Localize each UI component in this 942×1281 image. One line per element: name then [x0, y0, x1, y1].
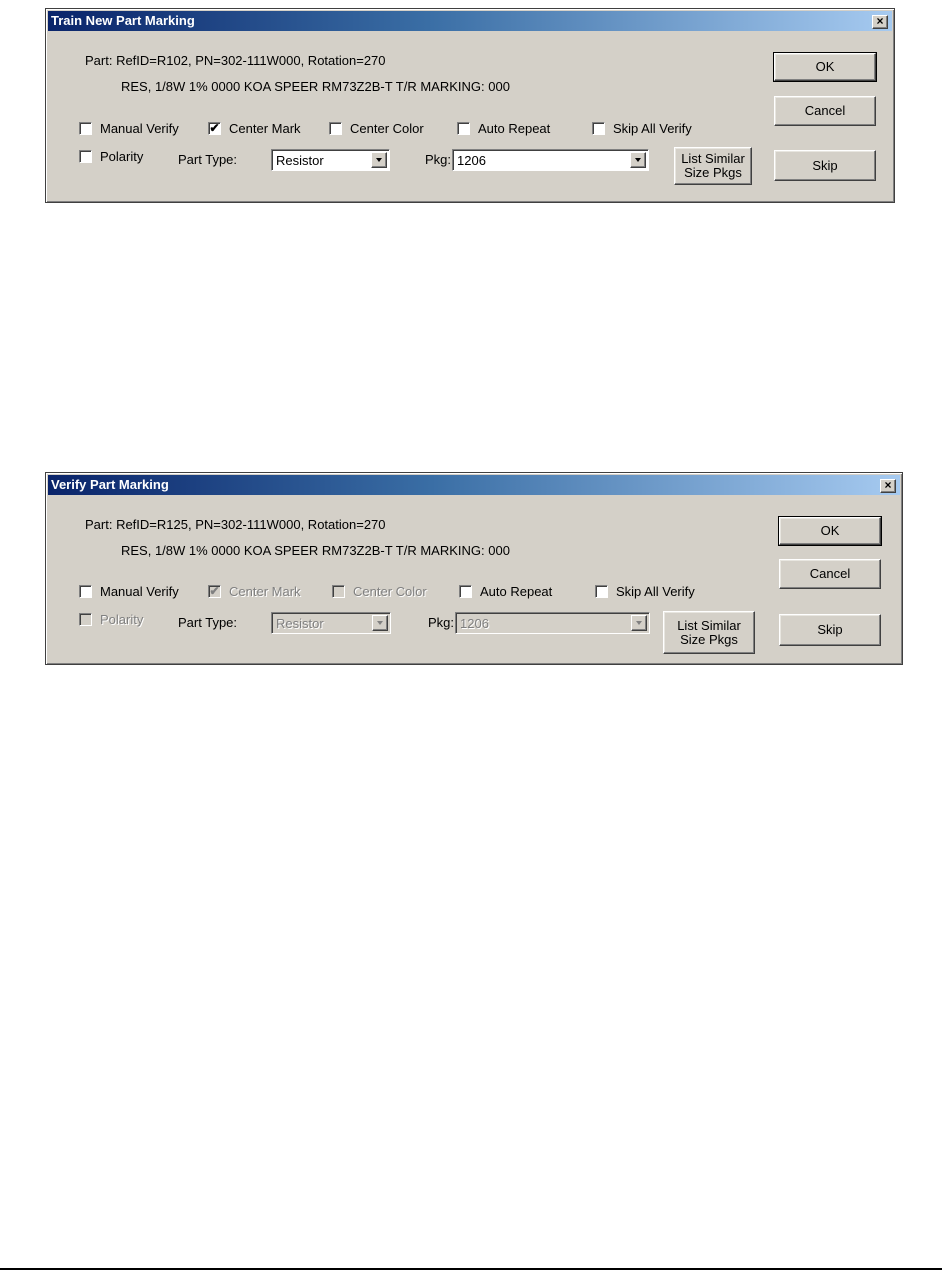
- manual-verify-checkbox[interactable]: [79, 122, 92, 135]
- train-new-part-marking-dialog: [45, 8, 895, 203]
- chevron-down-icon[interactable]: [630, 152, 646, 168]
- manual-verify-checkbox[interactable]: [79, 585, 92, 598]
- center-color-checkbox[interactable]: [329, 122, 342, 135]
- center-mark-label: Center Mark: [229, 584, 301, 599]
- center-color-checkbox: [332, 585, 345, 598]
- part-type-value: Resistor: [276, 153, 324, 168]
- polarity-checkbox: [79, 613, 92, 626]
- part-type-label: Part Type:: [178, 152, 238, 167]
- center-mark-label: Center Mark: [229, 121, 301, 136]
- part-info-line: Part: RefID=R102, PN=302-111W000, Rotation=270: [85, 53, 386, 68]
- skip-all-verify-label: Skip All Verify: [616, 584, 695, 599]
- skip-button[interactable]: Skip: [774, 150, 876, 181]
- part-description-line: RES, 1/8W 1% 0000 KOA SPEER RM73Z2B-T T/R MARKING: 000: [121, 79, 510, 94]
- list-similar-line2: Size Pkgs: [684, 165, 742, 180]
- list-similar-line2: Size Pkgs: [680, 631, 738, 647]
- pkg-select[interactable]: [452, 149, 649, 171]
- cancel-button[interactable]: Cancel: [779, 559, 881, 589]
- part-type-select[interactable]: [271, 149, 390, 171]
- center-color-label: Center Color: [350, 121, 424, 136]
- auto-repeat-label: Auto Repeat: [478, 121, 551, 136]
- part-type-select: [271, 612, 391, 634]
- polarity-label: Polarity: [100, 612, 144, 627]
- part-type-label: Part Type:: [178, 615, 238, 630]
- polarity-label: Polarity: [100, 149, 144, 164]
- skip-all-verify-checkbox[interactable]: [592, 122, 605, 135]
- polarity-checkbox[interactable]: [79, 150, 92, 163]
- pkg-label: Pkg:: [428, 615, 455, 630]
- dialog-title-bar[interactable]: [48, 11, 892, 31]
- pkg-select: [455, 612, 650, 634]
- cancel-button[interactable]: Cancel: [774, 96, 876, 126]
- auto-repeat-checkbox[interactable]: [457, 122, 470, 135]
- chevron-down-icon[interactable]: [371, 152, 387, 168]
- close-icon[interactable]: ×: [880, 479, 896, 493]
- ok-button[interactable]: OK: [779, 517, 881, 545]
- auto-repeat-label: Auto Repeat: [480, 584, 553, 599]
- page-bottom-rule: [0, 1268, 942, 1270]
- dialog-title-bar[interactable]: [48, 475, 900, 495]
- manual-verify-label: Manual Verify: [100, 584, 179, 599]
- check-icon: ✔: [209, 584, 220, 598]
- skip-all-verify-checkbox[interactable]: [595, 585, 608, 598]
- auto-repeat-checkbox[interactable]: [459, 585, 472, 598]
- pkg-value: 1206: [460, 616, 489, 631]
- list-similar-line1: List Similar: [677, 617, 741, 633]
- chevron-down-icon: [372, 615, 388, 631]
- part-type-value: Resistor: [276, 616, 324, 631]
- dialog-title: Train New Part Marking: [51, 13, 195, 28]
- check-icon: ✔: [209, 121, 220, 135]
- verify-part-marking-dialog: [45, 472, 903, 665]
- part-info-line: Part: RefID=R125, PN=302-111W000, Rotation=270: [85, 517, 386, 532]
- part-description-line: RES, 1/8W 1% 0000 KOA SPEER RM73Z2B-T T/R MARKING: 000: [121, 543, 510, 558]
- center-mark-checkbox: [208, 585, 221, 598]
- close-icon[interactable]: ×: [872, 15, 888, 29]
- list-similar-size-pkgs-button[interactable]: [663, 611, 755, 654]
- pkg-value: 1206: [457, 153, 486, 168]
- skip-all-verify-label: Skip All Verify: [613, 121, 692, 136]
- center-mark-checkbox[interactable]: [208, 122, 221, 135]
- ok-button[interactable]: OK: [774, 53, 876, 81]
- pkg-label: Pkg:: [425, 152, 452, 167]
- list-similar-line1: List Similar: [681, 151, 745, 166]
- dialog-title: Verify Part Marking: [51, 477, 169, 492]
- manual-verify-label: Manual Verify: [100, 121, 179, 136]
- center-color-label: Center Color: [353, 584, 427, 599]
- skip-button[interactable]: Skip: [779, 614, 881, 646]
- list-similar-size-pkgs-button[interactable]: [674, 147, 752, 185]
- chevron-down-icon: [631, 615, 647, 631]
